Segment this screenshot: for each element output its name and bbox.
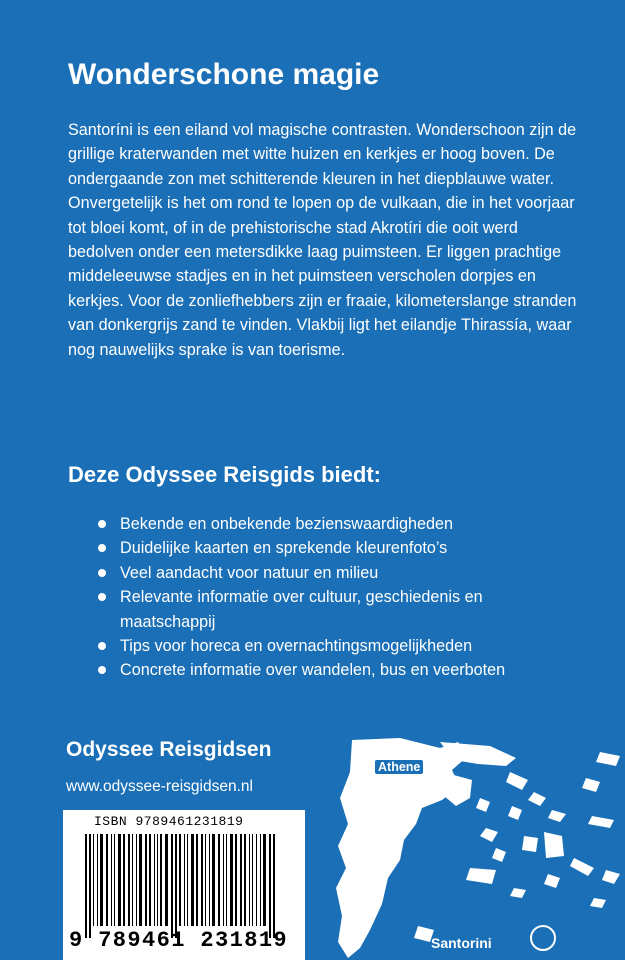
feature-item: Veel aandacht voor natuur en milieu — [96, 561, 556, 585]
barcode-bar — [93, 834, 94, 926]
barcode-bar — [218, 834, 220, 926]
barcode-bar — [209, 834, 210, 926]
island-mykonos — [548, 810, 566, 822]
barcode-bar — [201, 834, 203, 926]
santorini-label: Santorini — [431, 935, 492, 951]
athens-marker — [453, 769, 459, 775]
barcode-bar — [128, 834, 130, 926]
barcode-bar — [160, 834, 162, 926]
features-heading: Deze Odyssee Reisgids biedt: — [68, 462, 381, 487]
publisher-name: Odyssee Reisgidsen — [66, 738, 272, 761]
island-north-cyclades — [582, 778, 600, 792]
description-text: Santoríni is een eiland vol magische contrasten. Wonderschoon zijn de grillige kraterwanden met witte huizen en kerkjes er hoog boven. De ondergaande zon met schitterende kleuren in het diepblauwe water. Onvergetelijk is het om rond te lopen op de vulkaan, die in het voorjaar tot bloei komt, of in de prehistorische stad Akrotíri die ooit werd bedolven onder een metersdikke laag puimsteen. Er liggen prachtige middeleeuwse stadjes en in het puimsteen verscholen dorpjes en kerkjes. Voor de zonliefhebbers zijn er fraaie, kilometerslange stranden van donkergrijs zand te vinden. Vlakbij ligt het eilandje Thirassía, waar nog nauwelijks sprake is van toerisme. — [68, 121, 577, 359]
barcode-bar — [184, 834, 185, 926]
athene-label: Athene — [375, 760, 423, 774]
island-anafi — [590, 898, 606, 908]
barcode-bar — [111, 834, 112, 926]
barcode-bar — [97, 834, 98, 926]
island-samos — [596, 752, 620, 766]
barcode-bar — [175, 834, 177, 938]
barcode-bar — [154, 834, 155, 926]
barcode-bar — [149, 834, 151, 926]
barcode-bar — [226, 834, 227, 926]
page-title: Wonderschone magie — [68, 58, 380, 91]
barcode-bar — [273, 834, 275, 938]
barcode-bar — [123, 834, 125, 926]
island-sifnos — [492, 848, 506, 862]
barcode-bar — [196, 834, 198, 926]
island-folegandros — [510, 888, 526, 898]
barcode-bar — [269, 834, 271, 938]
barcode-bar — [252, 834, 253, 926]
barcode-bar — [106, 834, 108, 926]
features-list — [96, 512, 556, 683]
barcode-bar — [114, 834, 115, 926]
barcode-bar — [85, 834, 87, 938]
isbn-label: ISBN 9789461231819 — [94, 814, 244, 829]
island-syros — [508, 806, 522, 820]
island-ios — [544, 874, 560, 888]
island-ikaria — [588, 816, 614, 828]
barcode-bar — [205, 834, 206, 926]
barcode-bar — [240, 834, 242, 926]
island-milos — [466, 868, 496, 884]
island-kea — [476, 798, 490, 812]
barcode-bar — [191, 834, 194, 926]
feature-item: Duidelijke kaarten en sprekende kleurenfoto’s — [96, 536, 556, 560]
barcode-bar — [256, 834, 257, 926]
santorini-circle-icon — [530, 925, 556, 951]
island-serifos — [480, 828, 498, 842]
barcode-bar — [100, 834, 103, 926]
barcode-bar — [145, 834, 147, 926]
barcode-bar — [157, 834, 158, 926]
barcode — [63, 810, 305, 960]
barcode-bar — [235, 834, 237, 926]
barcode-bar — [230, 834, 233, 926]
feature-item: Concrete informatie over wandelen, bus en veerboten — [96, 658, 556, 682]
barcode-bar — [139, 834, 142, 926]
barcode-bar — [187, 834, 188, 926]
barcode-bar — [244, 834, 246, 926]
barcode-bar — [132, 834, 133, 926]
barcode-bar — [212, 834, 215, 926]
barcode-bar — [165, 834, 168, 926]
feature-item: Bekende en onbekende bezienswaardigheden — [96, 512, 556, 536]
feature-item: Tips voor horeca en overnachtingsmogelijkheden — [96, 634, 556, 658]
barcode-bar — [136, 834, 137, 926]
feature-item: Relevante informatie over cultuur, geschiedenis en maatschappij — [96, 585, 556, 634]
barcode-bar — [249, 834, 250, 926]
barcode-bar — [263, 834, 266, 926]
island-naxos — [544, 832, 564, 858]
barcode-bar — [118, 834, 121, 926]
island-andros — [506, 772, 528, 790]
island-astypalea — [602, 870, 620, 884]
barcode-bar — [171, 834, 173, 938]
barcode-bar — [223, 834, 224, 926]
publisher-website: www.odyssee-reisgidsen.nl — [66, 778, 253, 795]
barcode-bar — [179, 834, 181, 926]
island-tinos — [528, 792, 546, 806]
island-amorgos — [570, 858, 594, 876]
barcode-bar — [89, 834, 91, 938]
island-paros — [522, 836, 538, 852]
barcode-digits: 9 789461 231819 — [69, 928, 289, 953]
barcode-bar — [260, 834, 261, 926]
